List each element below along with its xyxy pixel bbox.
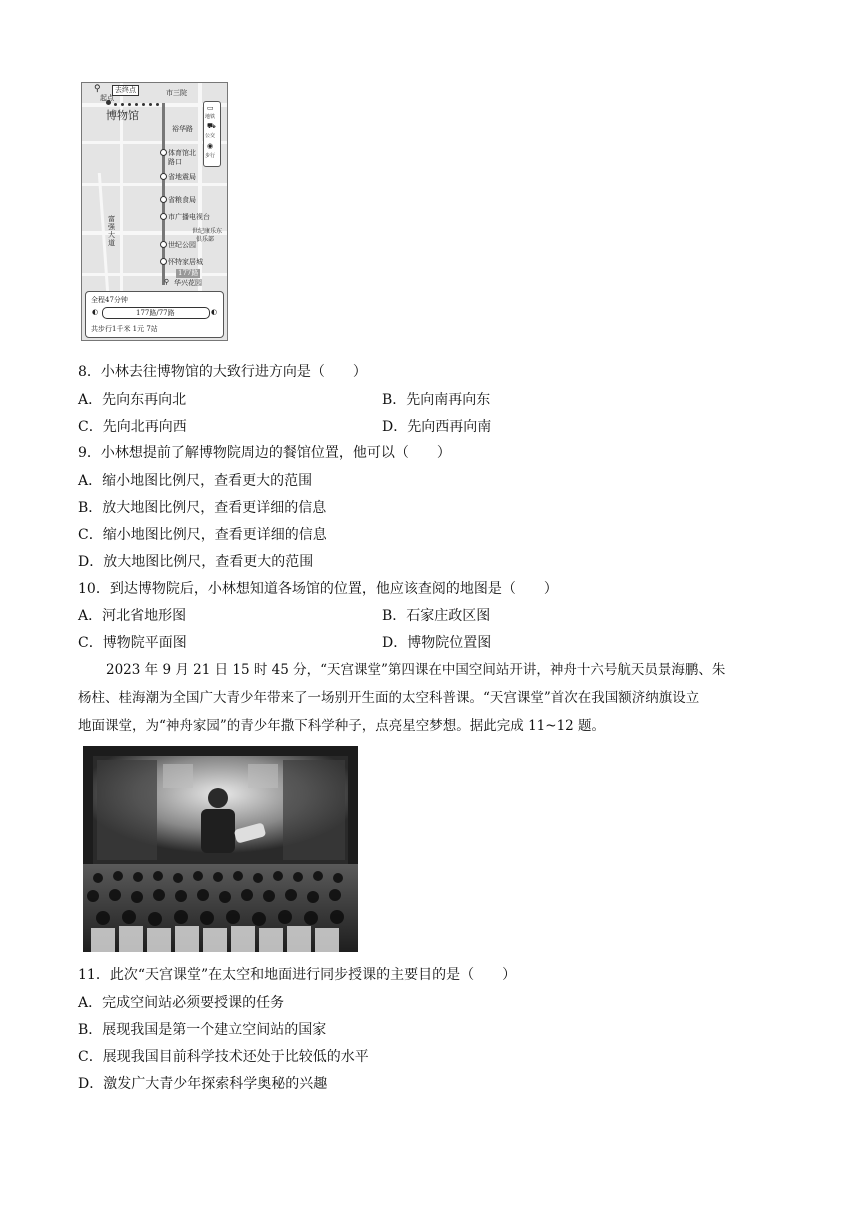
option: B．石家庄政区图	[382, 608, 491, 624]
bus-stop-icon	[160, 258, 167, 265]
route-info-panel	[85, 291, 224, 338]
option: A．缩小地图比例尺，查看更大的范围	[78, 473, 313, 489]
option: C．先向北再向西	[78, 419, 187, 435]
route-map-figure	[81, 82, 228, 341]
question-stem: 8．小林去往博物馆的大致行进方向是（ ）	[78, 364, 367, 380]
stop-label: 华兴花园	[174, 279, 202, 287]
side-road-label: 大	[108, 231, 115, 239]
stop-top-label: 市三院	[166, 89, 187, 97]
walk-icon: ◉	[207, 142, 214, 150]
stop-label: 裕华路	[172, 125, 193, 133]
origin-pin-icon: ⚲	[94, 84, 101, 94]
side-road-label: 强	[108, 223, 115, 231]
option: C．缩小地图比例尺，查看更详细的信息	[78, 527, 327, 543]
stop-label: 世纪公园	[168, 241, 196, 249]
option: C．博物院平面图	[78, 635, 187, 651]
bus-stop-icon	[160, 241, 167, 248]
legend-label: 步行	[205, 153, 216, 159]
route-badge: 177路	[178, 269, 199, 277]
end-pin-icon: ⚲	[164, 278, 170, 286]
side-road-label: 道	[108, 239, 115, 247]
question-stem: 9．小林想提前了解博物院周边的餐馆位置，他可以（ ）	[78, 445, 451, 461]
option: D．先向西再向南	[382, 419, 492, 435]
option: A．先向东再向北	[78, 392, 187, 408]
tiangong-classroom-photo	[83, 746, 358, 952]
origin-label: 去终点	[112, 85, 139, 96]
museum-label: 博物馆	[106, 109, 139, 122]
club-label: 世纪康乐东	[192, 228, 223, 235]
option: D．博物院位置图	[382, 635, 492, 651]
route-end-icon: ◐	[211, 308, 218, 316]
option: D．激发广大青少年探索科学奥秘的兴趣	[78, 1076, 328, 1092]
stop-label: 省粮食局	[168, 196, 196, 204]
question-stem: 10．到达博物院后，小林想知道各场馆的位置，他应该查阅的地图是（ ）	[78, 581, 558, 597]
bus-icon: ⛟	[207, 122, 216, 130]
stop-label: 市广播电视台	[168, 213, 210, 221]
passage-line: 地面课堂，为“神舟家园”的青少年撒下科学种子，点亮星空梦想。据此完成 11~12 题。	[78, 718, 606, 734]
stop-label: 路口	[168, 158, 182, 166]
bus-stop-icon	[160, 149, 167, 156]
passage-line: 杨柱、桂海潮为全国广大青少年带来了一场别开生面的太空科普课。“天宫课堂”首次在我国额济纳旗设立	[78, 690, 700, 706]
option: D．放大地图比例尺，查看更大的范围	[78, 554, 314, 570]
option: C．展现我国目前科学技术还处于比较低的水平	[78, 1049, 369, 1065]
option: B．先向南再向东	[382, 392, 491, 408]
bus-stop-icon	[160, 173, 167, 180]
question-stem: 11．此次“天宫课堂”在太空和地面进行同步授课的主要目的是（ ）	[78, 967, 517, 983]
club-label: 俱乐部	[196, 236, 215, 243]
map-legend-panel	[203, 101, 221, 167]
option: B．展现我国是第一个建立空间站的国家	[78, 1022, 327, 1038]
side-road-label: 富	[108, 215, 115, 223]
total-time: 全程47分钟	[91, 296, 128, 304]
stop-label: 省地震局	[168, 173, 196, 181]
stop-label: 体育馆北	[168, 149, 196, 157]
option: A．河北省地形图	[78, 608, 187, 624]
route-bar-label: 177路/77路	[136, 309, 175, 317]
option: B．放大地图比例尺，查看更详细的信息	[78, 500, 327, 516]
option: A．完成空间站必须要授课的任务	[78, 995, 285, 1011]
start-label: 起点	[100, 94, 114, 102]
passage-line: 2023 年 9 月 21 日 15 时 45 分，“天宫课堂”第四课在中国空间站开讲，神舟十六号航天员景海鹏、朱	[106, 662, 726, 678]
route-start-icon: ◐	[92, 308, 99, 316]
bus-stop-icon	[160, 213, 167, 220]
stop-label: 怀特家居城	[168, 258, 203, 266]
walk-info: 共步行1千米 1元 7站	[91, 325, 158, 333]
legend-label: 公交	[205, 133, 216, 139]
subway-icon: ▭	[207, 104, 214, 112]
legend-label: 地铁	[205, 114, 216, 120]
bus-stop-icon	[160, 196, 167, 203]
